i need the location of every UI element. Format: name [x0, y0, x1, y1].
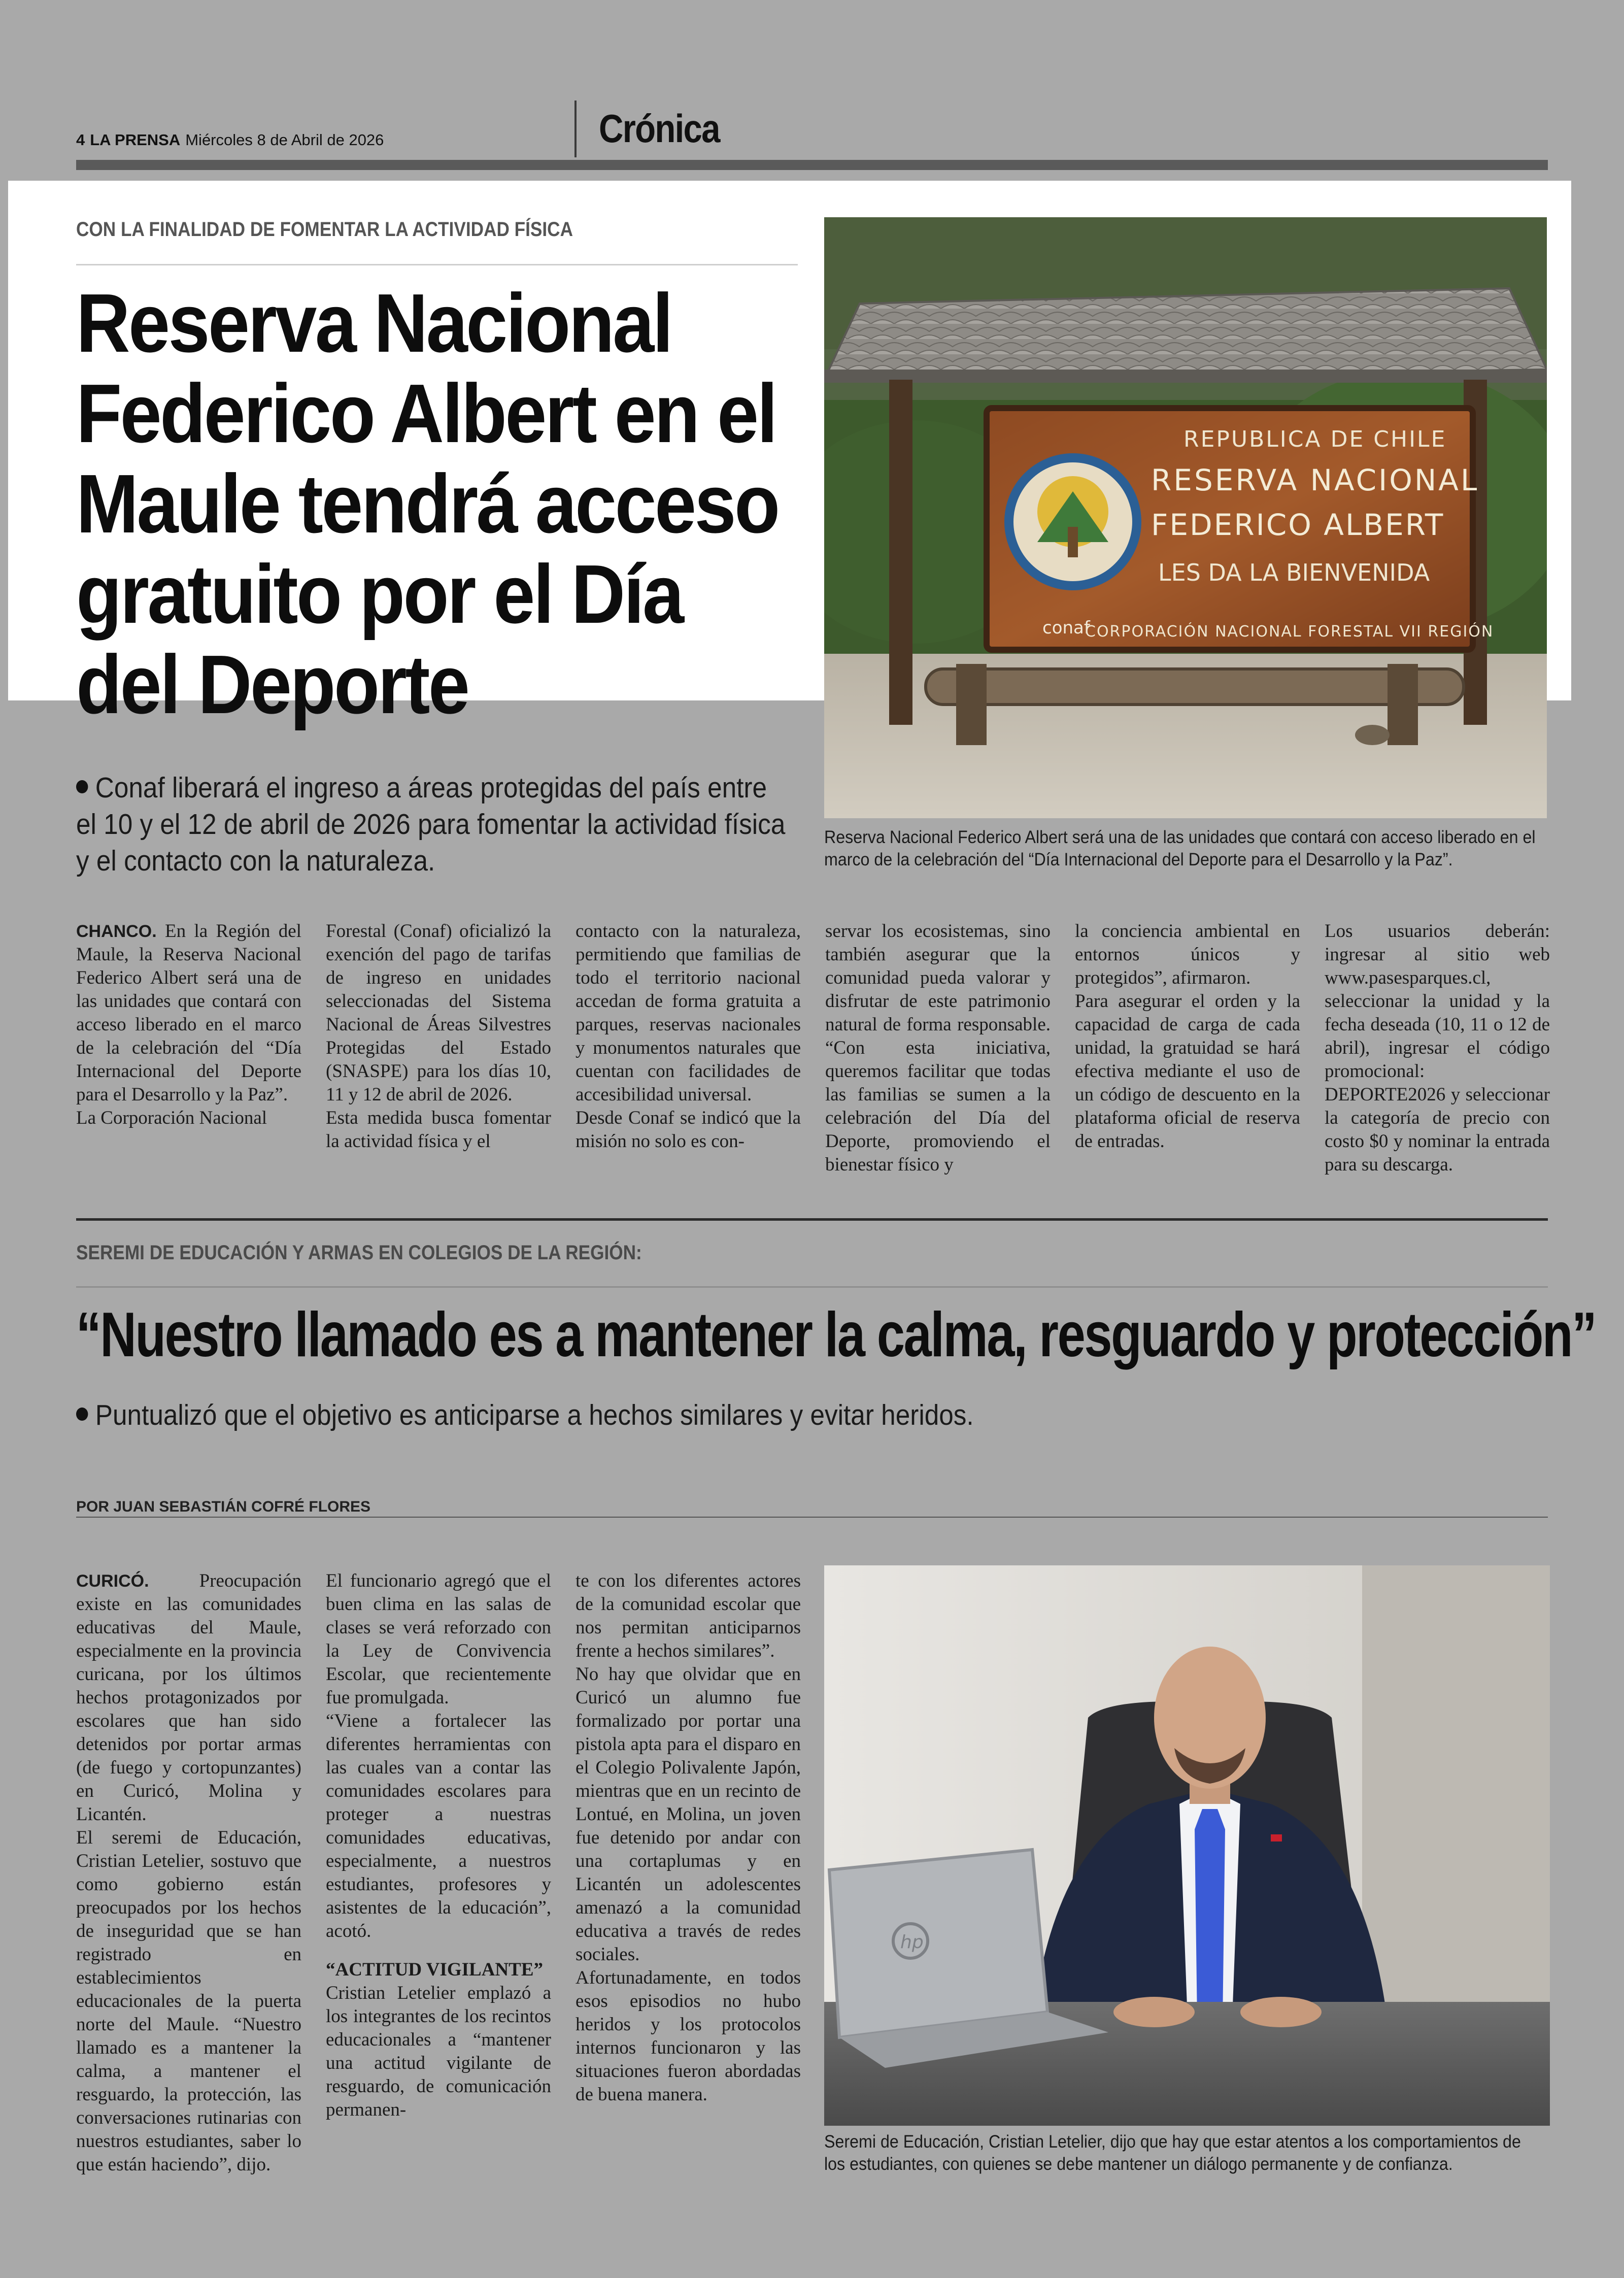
article2-column-3 [576, 1569, 801, 2106]
issue-date: Miércoles 8 de Abril de 2026 [185, 131, 384, 149]
laptop-logo: hp [900, 1932, 924, 1953]
article-separator [76, 1218, 1548, 1221]
article2-column-2 [326, 1569, 551, 2122]
article1-column-6 [1325, 920, 1550, 1177]
sign-logo-text: conaf [1042, 618, 1090, 638]
article1-kicker: CON LA FINALIDAD DE FOMENTAR LA ACTIVIDAD FÍSICA [76, 218, 573, 241]
article2-col1-text: Preocupación existe en las comunidades educativas del Maule, especialmente en la provincia curicana, por los últimos hechos protagonizados por escolares que han sido detenidos por portar armas (de fuego y cortopunzantes) en Curicó, Molina y Licantén. [76, 1570, 301, 1825]
sign-line5: CORPORACIÓN NACIONAL FORESTAL VII REGIÓN [1085, 623, 1494, 641]
article1-col2-para1: Forestal (Conaf) oficializó la exención del pago de tarifas de ingreso en unidades seleccionadas del Sistema Nacional de Áreas Silvestres Protegidas del Estado (SNASPE) para los días 10, 11 y 12 de abril de 2026. [326, 921, 551, 1105]
article2-col1-para2: El seremi de Educación, Cristian Letelier, sostuvo que como gobierno están preocupados por los hechos de inseguridad que se han registrado en establecimientos educacionales de la puerta norte del Maule. “Nuestro llamado es a mantener la calma, a mantener el resguardo, la protección, las conversaciones rutinarias con nuestros estudiantes, saber lo que están haciendo”, dijo. [76, 1827, 301, 2175]
page-header-info [76, 131, 384, 149]
article2-column-1 [76, 1569, 301, 2176]
article1-deck [76, 769, 793, 879]
article1-column-3 [576, 920, 801, 1153]
page-number: 4 [76, 131, 85, 149]
article1-kicker-rule [76, 264, 798, 265]
article2-byline: POR JUAN SEBASTIÁN COFRÉ FLORES [76, 1498, 371, 1515]
article1-col3-para2: Desde Conaf se indicó que la misión no solo es con- [576, 1108, 801, 1152]
paper-name: LA PRENSA [90, 131, 181, 149]
article2-headline: “Nuestro llamado es a mantener la calma, resguardo y protección” [76, 1300, 1596, 1370]
article1-col5-para2: Para asegurar el orden y la capacidad de carga de cada unidad, la gratuidad se hará efectiva mediante el uso de un código de descuento en la plataforma oficial de reserva de entradas. [1075, 991, 1300, 1152]
article1-col1-para2: La Corporación Nacional [76, 1108, 267, 1128]
article1-column-4 [825, 920, 1051, 1177]
article1-col6-para1: Los usuarios deberán: ingresar al sitio web www.pasesparques.cl, seleccionar la unidad y la fecha deseada (10, 11 o 12 de abril), ingresar el código promocional: DEPORTE2026 y seleccionar la categoría de precio con costo $0 y nominar la entrada para su descarga. [1325, 921, 1550, 1175]
article2-col2-para3: Cristian Letelier emplazó a los integrantes de los recintos educacionales a “mantener una actitud vigilante de resguardo, de comunicación permanen- [326, 1983, 551, 2120]
article2-kicker: SEREMI DE EDUCACIÓN Y ARMAS EN COLEGIOS DE LA REGIÓN: [76, 1242, 642, 1264]
header-rule [76, 160, 1548, 170]
article2-photo-caption: Seremi de Educación, Cristian Letelier, dijo que hay que estar atentos a los comportamientos de los estudiantes, con quienes se debe mantener un diálogo permanente y de confianza. [824, 2132, 1521, 2174]
article1-col3-para1: contacto con la naturaleza, permitiendo que familias de todo el territorio nacional accedan de forma gratuita a parques, reservas nacionales y monumentos naturales que cuentan con facilidades de accesibilidad universal. [576, 921, 801, 1105]
article1-column-1 [76, 920, 301, 1130]
article2-subhead: “ACTITUD VIGILANTE” [326, 1959, 543, 1980]
reserve-sign-illustration [824, 217, 1547, 818]
article1-column-2 [326, 920, 551, 1153]
article2-col3-para2: No hay que olvidar que en Curicó un alumno fue formalizado por portar una pistola apta para el disparo en el Colegio Polivalente Japón, mientras que en un recinto de Lontué, en Molina, un joven fue detenido por andar con una cortaplumas y en Licantén un adolescentes amenazó a la comunidad educativa a través de redes sociales. [576, 1664, 801, 1965]
article1-col4-para1: servar los ecosistemas, sino también asegurar que la comunidad pueda valorar y disfrutar de este patrimonio natural de forma responsable. “Con esta iniciativa, queremos facilitar que todas las familias se sumen a la celebración del Día del Deporte, promoviendo el bienestar físico y [825, 921, 1051, 1175]
article1-col1-text: En la Región del Maule, la Reserva Nacional Federico Albert será una de las unidades que contará con acceso liberado en el marco de la celebración del “Día Internacional del Deporte para el Desarrollo y la Paz”. [76, 921, 301, 1105]
bullet-dot [76, 1408, 88, 1421]
sign-line4: LES DA LA BIENVENIDA [1158, 559, 1430, 586]
article1-photo-caption: Reserva Nacional Federico Albert será una de las unidades que contará con acceso liberado en el marco de la celebración del “Día Internacional del Deporte para el Desarrollo y la Paz”. [824, 827, 1536, 869]
byline-rule [76, 1517, 1548, 1518]
article1-headline: Reserva Nacional Federico Albert en el Maule tendrá acceso gratuito por el Día del Deporte [76, 277, 779, 731]
article2-dateline: CURICÓ. [76, 1571, 149, 1591]
article1-deck-text: Conaf liberará el ingreso a áreas protegidas del país entre el 10 y el 12 de abril de 2026 para fomentar la actividad física y el contacto con la naturaleza. [76, 772, 786, 877]
reserve-sign-photo [824, 217, 1547, 818]
sign-line2: RESERVA NACIONAL [1151, 463, 1479, 497]
article1-column-5 [1075, 920, 1300, 1153]
article2-col2-para2: “Viene a fortalecer las diferentes herramientas con las cuales van a contar las comunidades escolares para proteger a nuestras comunidades educativas, especialmente, a nuestros estudiantes, profesores y asistentes de la educación”, acotó. [326, 1711, 551, 1941]
bullet-dot [76, 780, 88, 793]
article2-col3-para3: Afortunadamente, en todos esos episodios no hubo heridos y los protocolos internos funcionaron y las situaciones fueron abordadas de buena manera. [576, 1967, 801, 2105]
seremi-portrait-illustration [824, 1565, 1550, 2126]
article1-dateline: CHANCO. [76, 922, 157, 941]
article1-col5-para1: la conciencia ambiental en entornos únicos y protegidos”, afirmaron. [1075, 921, 1300, 988]
article2-col3-para1: te con los diferentes actores de la comunidad escolar que nos permitan anticiparnos frente a hechos similares”. [576, 1570, 801, 1661]
article2-deck-text: Puntualizó que el objetivo es anticiparse a hechos similares y evitar heridos. [95, 1399, 974, 1431]
article2-deck [76, 1397, 1172, 1433]
sign-line3: FEDERICO ALBERT [1151, 508, 1445, 542]
section-title: Crónica [599, 106, 720, 151]
article2-col2-para1: El funcionario agregó que el buen clima en las salas de clases se verá reforzado con la Ley de Convivencia Escolar, que recientemente fue promulgada. [326, 1570, 551, 1708]
sign-line1: REPUBLICA DE CHILE [1183, 426, 1447, 452]
header-divider [574, 100, 577, 157]
article2-kicker-rule [76, 1286, 1548, 1288]
seremi-portrait-photo [824, 1565, 1550, 2126]
article1-col2-para2: Esta medida busca fomentar la actividad física y el [326, 1108, 551, 1152]
